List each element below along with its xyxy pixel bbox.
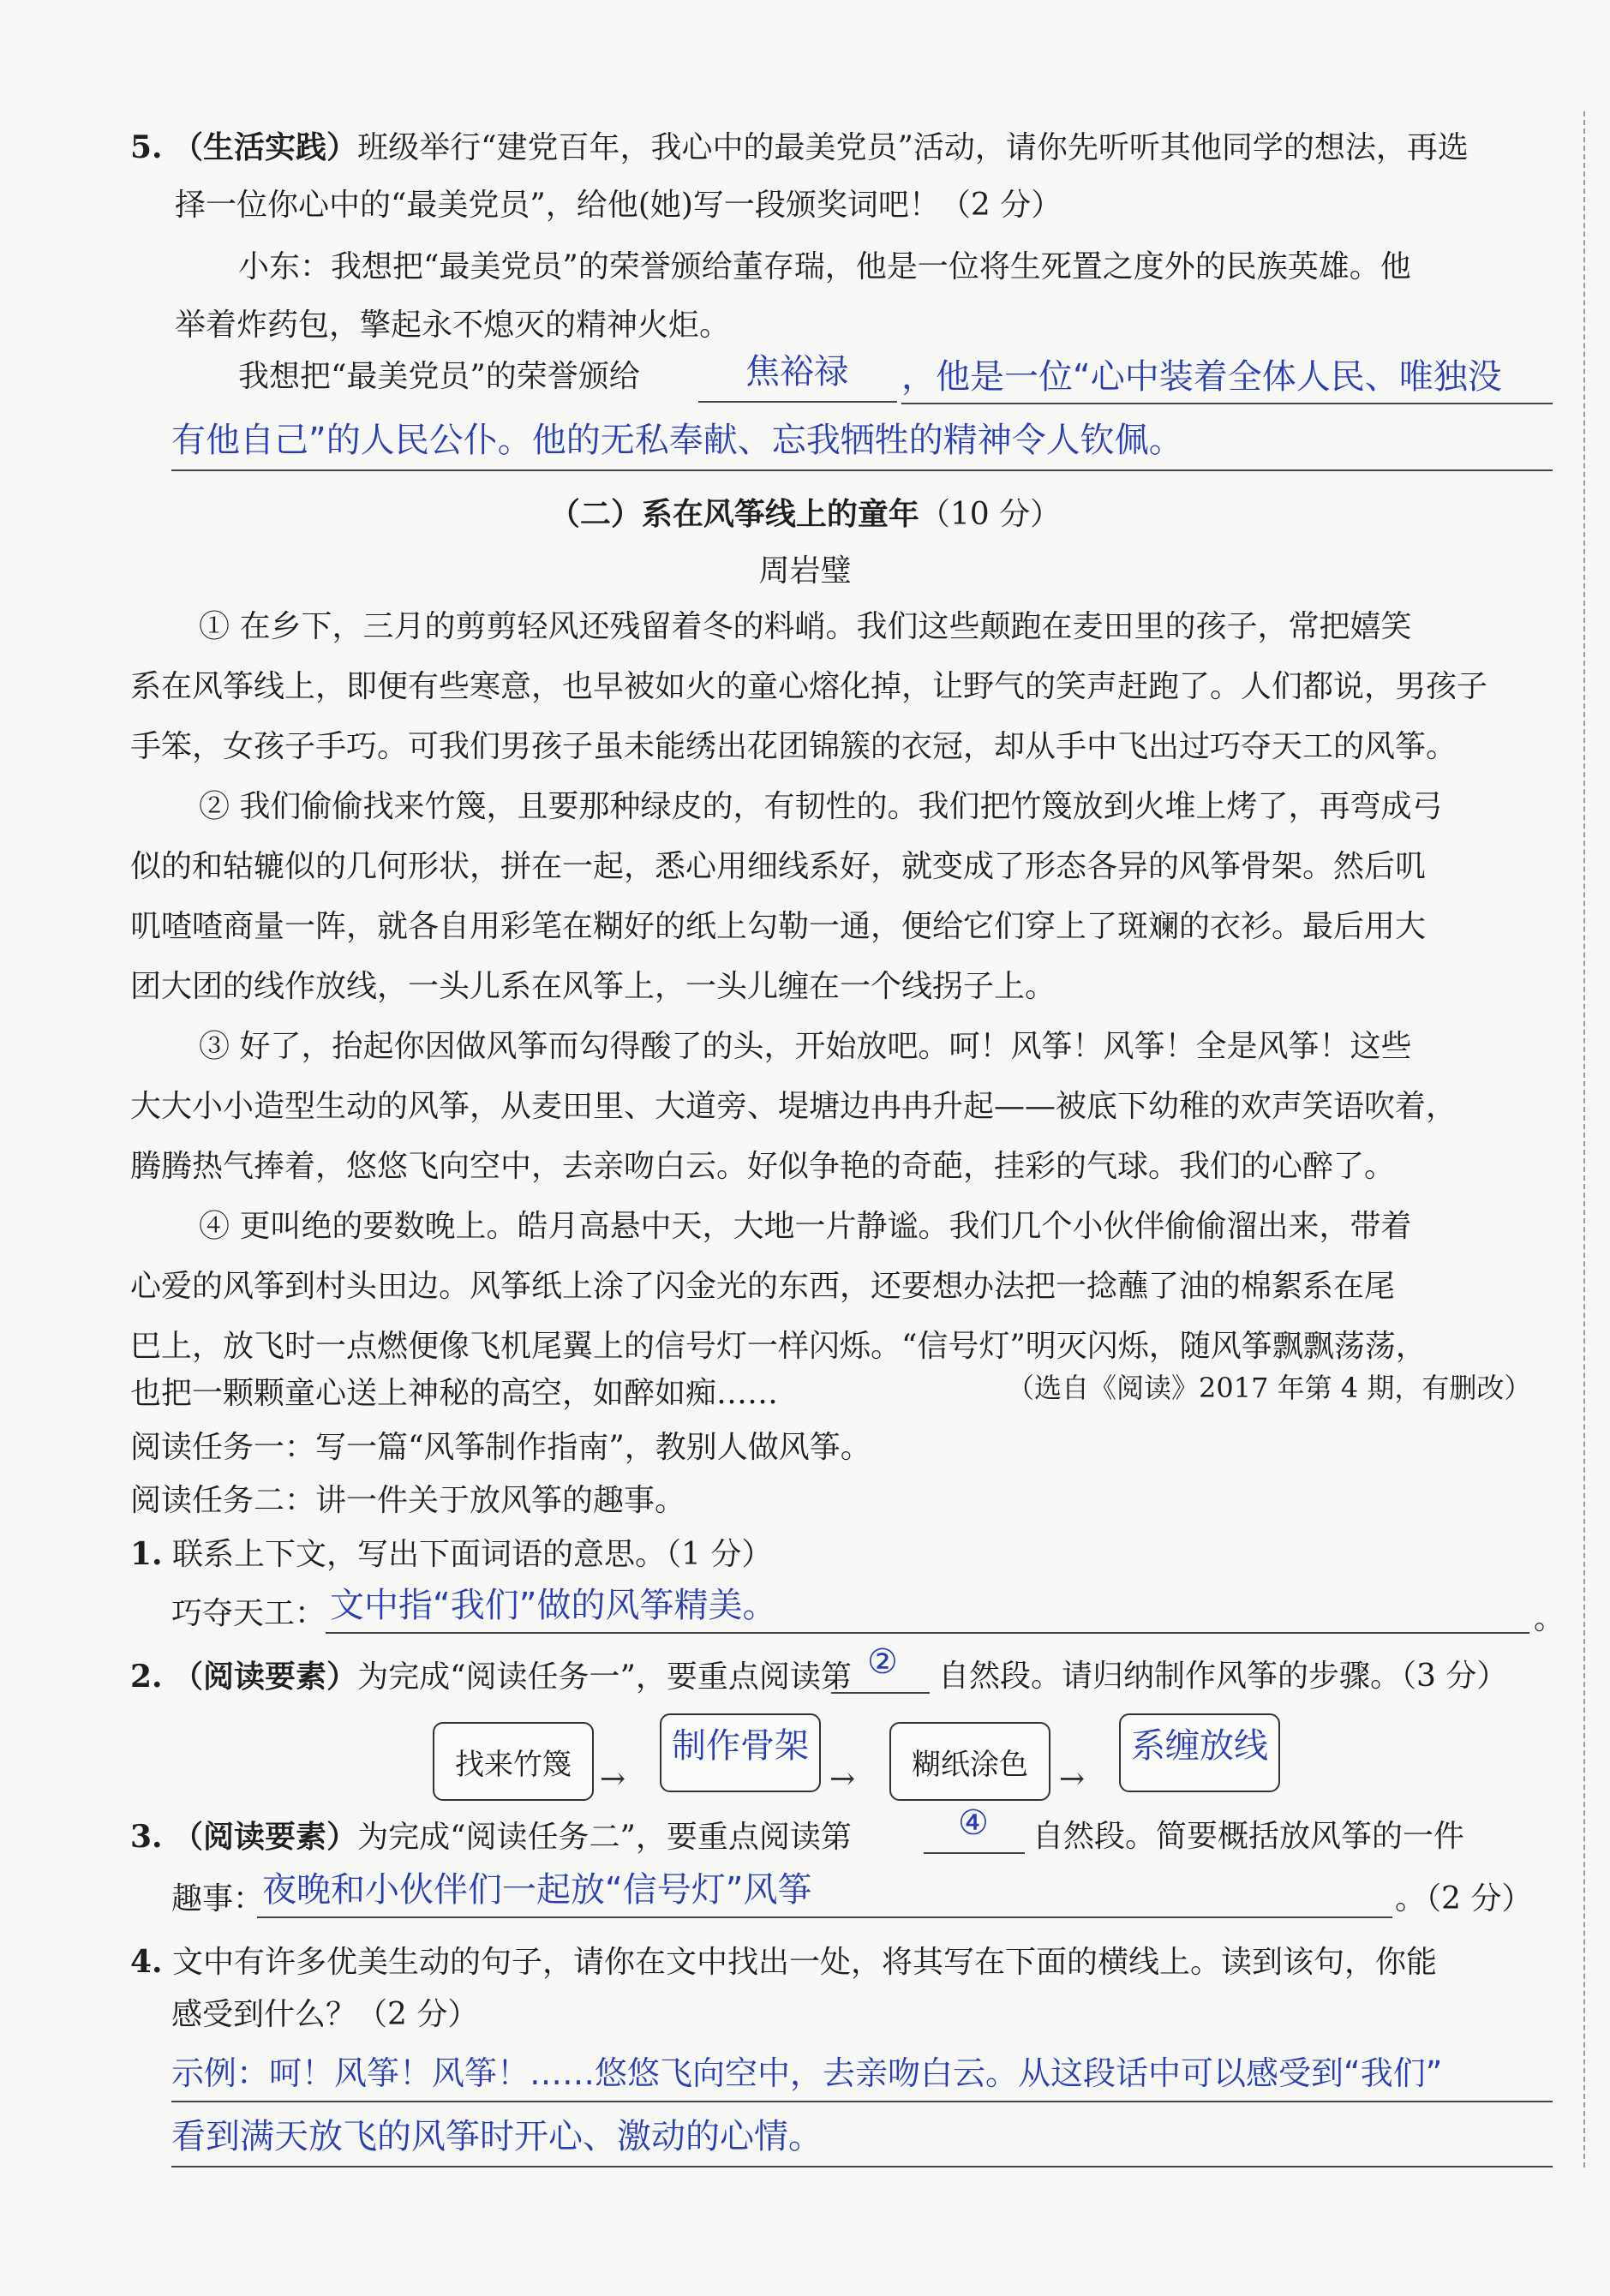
p1-line2: 系在风筝线上，即便有些寒意，也早被如火的童心熔化掉，让野气的笑声赶跑了。人们都说，男孩子: [130, 669, 1488, 704]
task2: 阅读任务二：讲一件关于放风筝的趣事。: [130, 1483, 686, 1518]
q4-number: 4.: [130, 1944, 163, 1980]
q2-step1: 找来竹篾: [455, 1747, 572, 1782]
q4-answer-rule2: [171, 2166, 1553, 2167]
p4-line1: ④ 更叫绝的要数晚上。皓月高悬中天，大地一片静谧。我们几个小伙伴偷偷溜出来，带着: [199, 1209, 1412, 1244]
page-edge-dashed-line: [1583, 111, 1585, 2167]
q3-text-a: 为完成“阅读任务二”，要重点阅读第: [357, 1820, 852, 1855]
q3-line2-label: 趣事：: [171, 1881, 265, 1916]
q2-arrow3: →: [1059, 1761, 1086, 1797]
q2-number: 2.: [130, 1659, 163, 1695]
p2-line3: 叽喳喳商量一阵，就各自用彩笔在糊好的纸上勾勒一通，便给它们穿上了斑斓的衣衫。最后用大: [130, 909, 1427, 944]
p4-line4: 也把一颗颗童心送上神秘的高空，如醉如痴……: [130, 1376, 779, 1411]
q5-text1: 班级举行“建党百年，我心中的最美党员”活动，请你先听听其他同学的想法，再选: [357, 130, 1469, 165]
q3-answer-para: ④: [958, 1803, 989, 1843]
q5-answer-rule2: [171, 469, 1553, 471]
q3-line1: [130, 1818, 852, 1857]
q5-name-blank: [698, 401, 897, 403]
q5-number: 5.: [130, 129, 163, 165]
q1-number: 1.: [130, 1536, 163, 1572]
q2-answer-para: ②: [867, 1642, 898, 1682]
p4-line3: 巴上，放飞时一点燃便像飞机尾翼上的信号灯一样闪烁。“信号灯”明灭闪烁，随风筝飘飘荡荡，: [130, 1329, 1427, 1364]
q5-example-line1: 小东：我想把“最美党员”的荣誉颁给董存瑞，他是一位将生死置之度外的民族英雄。他: [238, 249, 1411, 284]
q3-tag: （阅读要素）: [172, 1819, 358, 1855]
q2-para-blank: [831, 1692, 930, 1694]
q3-number: 3.: [130, 1819, 163, 1855]
q5-line1: [130, 129, 1469, 167]
q2-text-b: 自然段。请归纳制作风筝的步骤。（3 分）: [938, 1659, 1508, 1694]
q3-answer-rule: [257, 1916, 1392, 1918]
p4-line2: 心爱的风筝到村头田边。风筝纸上涂了闪金光的东西，还要想办法把一捻蘸了油的棉絮系在尾: [130, 1269, 1396, 1304]
p2-line1: ② 我们偷偷找来竹篾，且要那种绿皮的，有韧性的。我们把竹篾放到火堆上烤了，再弯成弓: [199, 789, 1443, 824]
p2-line4: 团大团的线作放线，一头儿系在风筝上，一头儿缠在一个线拐子上。: [130, 969, 1056, 1004]
q3-score: 。（2 分）: [1395, 1881, 1533, 1916]
p3-line1: ③ 好了，抬起你因做风筝而勾得酸了的头，开始放吧。呵！风筝！风筝！全是风筝！这些: [199, 1029, 1412, 1064]
q5-tag: （生活实践）: [172, 129, 358, 165]
q1-term: 巧夺天工：: [171, 1596, 326, 1631]
q5-answer-line1: ，他是一位“心中装着全体人民、唯独没: [901, 357, 1502, 397]
q2-step2-box: [660, 1713, 821, 1792]
q2-step3-box: [889, 1722, 1050, 1801]
q4-answer-line2: 看到满天放飞的风筝时开心、激动的心情。: [171, 2117, 823, 2156]
q5-answer-rule1: [901, 403, 1553, 404]
q4-answer-line1: 示例：呵！风筝！风筝！……悠悠飞向空中，去亲吻白云。从这段话中可以感受到“我们”: [171, 2054, 1443, 2092]
passage-source: （选自《阅读》2017 年第 4 期，有删改）: [1007, 1372, 1532, 1404]
q1-text: 联系上下文，写出下面词语的意思。（1 分）: [172, 1537, 773, 1572]
p3-line3: 腾腾热气捧着，悠悠飞向空中，去亲吻白云。好似争艳的奇葩，挂彩的气球。我们的心醉了。: [130, 1149, 1396, 1184]
q4-answer-rule1: [171, 2101, 1553, 2102]
q2-arrow1: →: [600, 1761, 626, 1797]
q3-para-blank: [924, 1852, 1025, 1854]
q5-answer-name: 焦裕禄: [745, 352, 848, 392]
section-title: [0, 495, 1610, 534]
q2-tag: （阅读要素）: [172, 1659, 358, 1695]
section-score: （10 分）: [919, 497, 1062, 532]
q3-answer: 夜晚和小伙伴们一起放“信号灯”风筝: [262, 1870, 812, 1910]
q5-line2: 择一位你心中的“最美党员”，给他(她)写一段颁奖词吧！（2 分）: [175, 188, 1062, 223]
q3-text-b: 自然段。简要概括放风筝的一件: [1032, 1819, 1465, 1854]
q4-text1: 文中有许多优美生动的句子，请你在文中找出一处，将其写在下面的横线上。读到该句，你能: [172, 1945, 1438, 1980]
section-author: 周岩璧: [758, 553, 852, 589]
q1-answer-rule: [326, 1632, 1529, 1634]
p1-line1: ① 在乡下，三月的剪剪轻风还残留着冬的料峭。我们这些颠跑在麦田里的孩子，常把嬉笑: [199, 609, 1412, 644]
p3-line2: 大大小小造型生动的风筝，从麦田里、大道旁、堤塘边冉冉升起——被底下幼稚的欢声笑语吹着，: [130, 1089, 1457, 1124]
q2-step1-box: [433, 1722, 594, 1801]
q2-step2: 制作骨架: [672, 1726, 809, 1766]
p1-line3: 手笨，女孩子手巧。可我们男孩子虽未能绣出花团锦簇的衣冠，却从手中飞出过巧夺天工的风筝。: [130, 729, 1457, 764]
q5-prompt: 我想把“最美党员”的荣誉颁给: [238, 359, 640, 394]
q5-answer-line2: 有他自己”的人民公仆。他的无私奉献、忘我牺牲的精神令人钦佩。: [171, 421, 1183, 460]
q5-example-line2: 举着炸药包，擎起永不熄灭的精神火炬。: [175, 308, 731, 343]
section-title-text: （二）系在风筝线上的童年: [548, 496, 919, 532]
q1-end: 。: [1534, 1601, 1565, 1636]
q2-step3: 糊纸涂色: [912, 1747, 1028, 1782]
q1-answer: 文中指“我们”做的风筝精美。: [330, 1586, 777, 1625]
q4-line1: [130, 1943, 1437, 1982]
q4-line2: 感受到什么？（2 分）: [171, 1997, 479, 2032]
q2-line: [130, 1658, 852, 1696]
q2-step4: 系缠放线: [1131, 1726, 1268, 1766]
q2-arrow2: →: [829, 1761, 856, 1797]
task1: 阅读任务一：写一篇“风筝制作指南”，教别人做风筝。: [130, 1430, 871, 1465]
q1-line1: [130, 1535, 772, 1574]
q2-text-a: 为完成“阅读任务一”，要重点阅读第: [357, 1659, 852, 1695]
q2-step4-box: [1119, 1713, 1280, 1792]
p2-line2: 似的和轱辘似的几何形状，拼在一起，悉心用细线系好，就变成了形态各异的风筝骨架。然后叽: [130, 849, 1427, 884]
